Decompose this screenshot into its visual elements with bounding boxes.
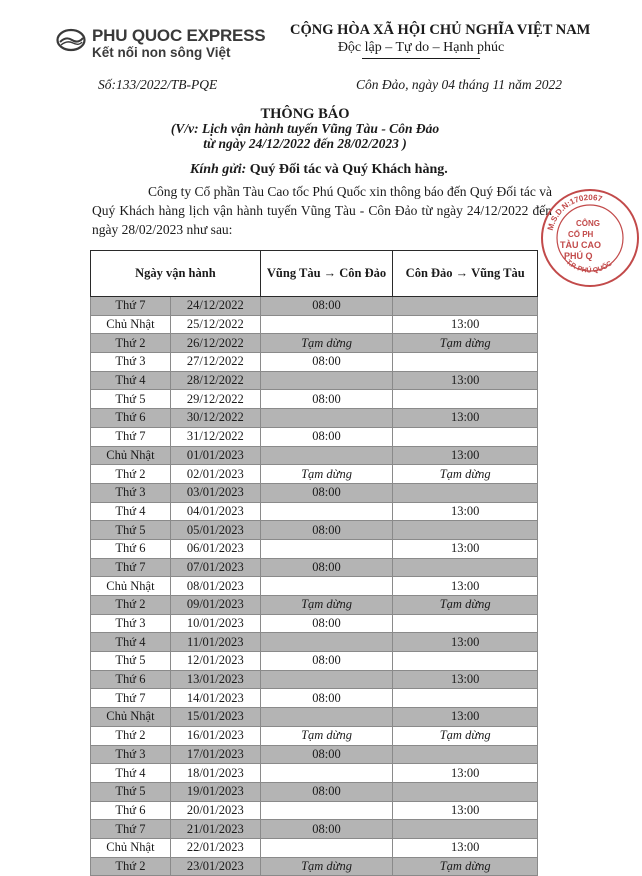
vungtau-condao-cell [260, 577, 393, 596]
date-cell: 21/01/2023 [170, 820, 260, 839]
vungtau-condao-cell: Tạm dừng [260, 596, 393, 615]
stamp-line-3: TÀU CAO [560, 240, 601, 250]
company-logo [56, 24, 266, 60]
condao-vungtau-cell: Tạm dừng [393, 857, 538, 876]
schedule-header-row [91, 251, 538, 297]
day-cell: Thứ 5 [91, 390, 171, 409]
date-cell: 18/01/2023 [170, 764, 260, 783]
condao-vungtau-cell: 13:00 [393, 446, 538, 465]
date-cell: 08/01/2023 [170, 577, 260, 596]
vungtau-condao-cell: 08:00 [260, 558, 393, 577]
date-cell: 30/12/2022 [170, 409, 260, 428]
header-operating-day: Ngày vận hành [91, 251, 261, 297]
vungtau-condao-cell: 08:00 [260, 427, 393, 446]
greeting [190, 162, 448, 178]
day-cell: Thứ 3 [91, 745, 171, 764]
vungtau-condao-cell: 08:00 [260, 297, 393, 316]
condao-vungtau-cell: 13:00 [393, 502, 538, 521]
day-cell: Thứ 2 [91, 857, 171, 876]
document-number: Số:133/2022/TB-PQE [98, 77, 218, 92]
table-row [91, 465, 538, 484]
date-cell: 22/01/2023 [170, 838, 260, 857]
date-cell: 05/01/2023 [170, 521, 260, 540]
table-row [91, 390, 538, 409]
table-row [91, 334, 538, 353]
vungtau-condao-cell: 08:00 [260, 652, 393, 671]
table-row [91, 857, 538, 876]
table-row [91, 502, 538, 521]
vungtau-condao-cell: 08:00 [260, 521, 393, 540]
date-cell: 15/01/2023 [170, 708, 260, 727]
condao-vungtau-cell: Tạm dừng [393, 334, 538, 353]
condao-vungtau-cell: 13:00 [393, 539, 538, 558]
day-cell: Thứ 6 [91, 801, 171, 820]
day-cell: Chủ Nhật [91, 708, 171, 727]
vungtau-condao-cell: Tạm dừng [260, 334, 393, 353]
date-cell: 04/01/2023 [170, 502, 260, 521]
stamp-bottom: T.P. PHÚ QUỐC [564, 258, 614, 275]
condao-vungtau-cell [393, 689, 538, 708]
date-cell: 25/12/2022 [170, 315, 260, 334]
day-cell: Thứ 2 [91, 726, 171, 745]
day-cell: Thứ 3 [91, 614, 171, 633]
date-cell: 19/01/2023 [170, 782, 260, 801]
vungtau-condao-cell [260, 446, 393, 465]
date-cell: 26/12/2022 [170, 334, 260, 353]
table-row [91, 838, 538, 857]
date-cell: 12/01/2023 [170, 652, 260, 671]
date-cell: 07/01/2023 [170, 558, 260, 577]
condao-vungtau-cell [393, 782, 538, 801]
table-row [91, 689, 538, 708]
vungtau-condao-cell: Tạm dừng [260, 726, 393, 745]
table-row [91, 353, 538, 372]
date-cell: 09/01/2023 [170, 596, 260, 615]
vungtau-condao-cell [260, 764, 393, 783]
condao-vungtau-cell [393, 297, 538, 316]
table-row [91, 782, 538, 801]
day-cell: Thứ 7 [91, 427, 171, 446]
svg-text:T.P. PHÚ QUỐC [565, 259, 614, 275]
day-cell: Thứ 7 [91, 558, 171, 577]
day-cell: Thứ 5 [91, 521, 171, 540]
day-cell: Thứ 4 [91, 502, 171, 521]
condao-vungtau-cell: 13:00 [393, 577, 538, 596]
vungtau-condao-cell: 08:00 [260, 745, 393, 764]
vungtau-condao-cell: 08:00 [260, 689, 393, 708]
day-cell: Chủ Nhật [91, 315, 171, 334]
notice-title: THÔNG BÁO [260, 106, 350, 122]
schedule-body [91, 297, 538, 876]
greeting-recipient: Quý Đối tác và Quý Khách hàng. [249, 162, 448, 177]
date-cell: 13/01/2023 [170, 670, 260, 689]
vungtau-condao-cell [260, 315, 393, 334]
condao-vungtau-cell [393, 521, 538, 540]
stamp-line-2: CỔ PH [568, 230, 594, 239]
vungtau-condao-cell: 08:00 [260, 390, 393, 409]
condao-vungtau-cell: 13:00 [393, 708, 538, 727]
table-row [91, 801, 538, 820]
condao-vungtau-cell [393, 745, 538, 764]
schedule-table [90, 250, 538, 876]
date-cell: 16/01/2023 [170, 726, 260, 745]
condao-vungtau-cell: 13:00 [393, 315, 538, 334]
stamp-line-1: CÔNG [576, 219, 600, 228]
condao-vungtau-cell [393, 652, 538, 671]
document-dateline: Côn Đảo, ngày 04 tháng 11 năm 2022 [356, 77, 562, 92]
date-cell: 10/01/2023 [170, 614, 260, 633]
date-cell: 17/01/2023 [170, 745, 260, 764]
notice-subject: (V/v: Lịch vận hành tuyến Vũng Tàu - Côn Đảo [170, 121, 440, 136]
vungtau-condao-cell [260, 502, 393, 521]
table-row [91, 409, 538, 428]
date-cell: 14/01/2023 [170, 689, 260, 708]
table-row [91, 596, 538, 615]
condao-vungtau-cell: 13:00 [393, 633, 538, 652]
day-cell: Thứ 5 [91, 782, 171, 801]
brand-name: PHU QUOC EXPRESS [92, 26, 266, 45]
condao-vungtau-cell [393, 483, 538, 502]
condao-vungtau-cell [393, 427, 538, 446]
day-cell: Thứ 3 [91, 483, 171, 502]
date-cell: 03/01/2023 [170, 483, 260, 502]
table-row [91, 539, 538, 558]
header-condao-vungtau: Côn Đảo → Vũng Tàu [393, 251, 538, 297]
motto-underline [362, 58, 480, 59]
company-stamp [538, 186, 642, 290]
day-cell: Thứ 2 [91, 465, 171, 484]
day-cell: Thứ 6 [91, 409, 171, 428]
vungtau-condao-cell [260, 409, 393, 428]
vungtau-condao-cell: 08:00 [260, 483, 393, 502]
table-row [91, 315, 538, 334]
greeting-label: Kính gửi: [190, 162, 247, 177]
table-row [91, 577, 538, 596]
condao-vungtau-cell [393, 390, 538, 409]
vungtau-condao-cell: Tạm dừng [260, 465, 393, 484]
day-cell: Thứ 4 [91, 633, 171, 652]
condao-vungtau-cell [393, 353, 538, 372]
date-cell: 31/12/2022 [170, 427, 260, 446]
table-row [91, 633, 538, 652]
condao-vungtau-cell: Tạm dừng [393, 726, 538, 745]
date-cell: 20/01/2023 [170, 801, 260, 820]
vungtau-condao-cell: 08:00 [260, 820, 393, 839]
table-row [91, 483, 538, 502]
date-cell: 29/12/2022 [170, 390, 260, 409]
notice-period: từ ngày 24/12/2022 đến 28/02/2023 ) [203, 136, 407, 151]
table-row [91, 764, 538, 783]
national-title: CỘNG HÒA XÃ HỘI CHỦ NGHĨA VIỆT NAM [290, 22, 591, 38]
vungtau-condao-cell [260, 801, 393, 820]
day-cell: Thứ 4 [91, 764, 171, 783]
table-row [91, 427, 538, 446]
day-cell: Thứ 6 [91, 539, 171, 558]
date-cell: 28/12/2022 [170, 371, 260, 390]
table-row [91, 297, 538, 316]
condao-vungtau-cell: Tạm dừng [393, 596, 538, 615]
company-logo-icon [56, 28, 86, 52]
stamp-line-4: PHÚ Q [564, 251, 593, 261]
day-cell: Thứ 3 [91, 353, 171, 372]
vungtau-condao-cell [260, 708, 393, 727]
national-motto: Độc lập – Tự do – Hạnh phúc [337, 40, 505, 55]
table-row [91, 446, 538, 465]
vungtau-condao-cell: Tạm dừng [260, 857, 393, 876]
header-vungtau-condao: Vũng Tàu → Côn Đảo [260, 251, 393, 297]
condao-vungtau-cell: Tạm dừng [393, 465, 538, 484]
table-row [91, 726, 538, 745]
table-row [91, 558, 538, 577]
day-cell: Thứ 4 [91, 371, 171, 390]
table-row [91, 521, 538, 540]
day-cell: Thứ 2 [91, 596, 171, 615]
condao-vungtau-cell: 13:00 [393, 371, 538, 390]
day-cell: Thứ 2 [91, 334, 171, 353]
table-row [91, 820, 538, 839]
condao-vungtau-cell [393, 558, 538, 577]
day-cell: Thứ 5 [91, 652, 171, 671]
vungtau-condao-cell [260, 670, 393, 689]
brand-slogan: Kết nối non sông Việt [92, 45, 231, 60]
date-cell: 23/01/2023 [170, 857, 260, 876]
vungtau-condao-cell [260, 539, 393, 558]
vungtau-condao-cell [260, 838, 393, 857]
vungtau-condao-cell: 08:00 [260, 353, 393, 372]
vungtau-condao-cell [260, 371, 393, 390]
date-cell: 06/01/2023 [170, 539, 260, 558]
stamp-number: M.S.D.N:1702067 [545, 192, 604, 232]
notice-body: Công ty Cổ phần Tàu Cao tốc Phú Quốc xin thông báo đến Quý Đối tác và Quý Khách hàng lịch vận hành tuyến Vũng Tàu - Côn Đảo từ ngày 24/12/2022 đến ngày 28/02/2023 như sau: [92, 184, 552, 237]
table-row [91, 652, 538, 671]
table-row [91, 614, 538, 633]
day-cell: Thứ 6 [91, 670, 171, 689]
condao-vungtau-cell: 13:00 [393, 670, 538, 689]
date-cell: 24/12/2022 [170, 297, 260, 316]
date-cell: 01/01/2023 [170, 446, 260, 465]
date-cell: 27/12/2022 [170, 353, 260, 372]
condao-vungtau-cell: 13:00 [393, 801, 538, 820]
table-row [91, 371, 538, 390]
day-cell: Thứ 7 [91, 820, 171, 839]
date-cell: 11/01/2023 [170, 633, 260, 652]
condao-vungtau-cell [393, 614, 538, 633]
table-row [91, 708, 538, 727]
day-cell: Chủ Nhật [91, 838, 171, 857]
table-row [91, 745, 538, 764]
table-row [91, 670, 538, 689]
vungtau-condao-cell: 08:00 [260, 782, 393, 801]
condao-vungtau-cell: 13:00 [393, 409, 538, 428]
day-cell: Thứ 7 [91, 689, 171, 708]
vungtau-condao-cell: 08:00 [260, 614, 393, 633]
condao-vungtau-cell: 13:00 [393, 764, 538, 783]
condao-vungtau-cell [393, 820, 538, 839]
date-cell: 02/01/2023 [170, 465, 260, 484]
day-cell: Chủ Nhật [91, 446, 171, 465]
vungtau-condao-cell [260, 633, 393, 652]
condao-vungtau-cell: 13:00 [393, 838, 538, 857]
day-cell: Chủ Nhật [91, 577, 171, 596]
day-cell: Thứ 7 [91, 297, 171, 316]
